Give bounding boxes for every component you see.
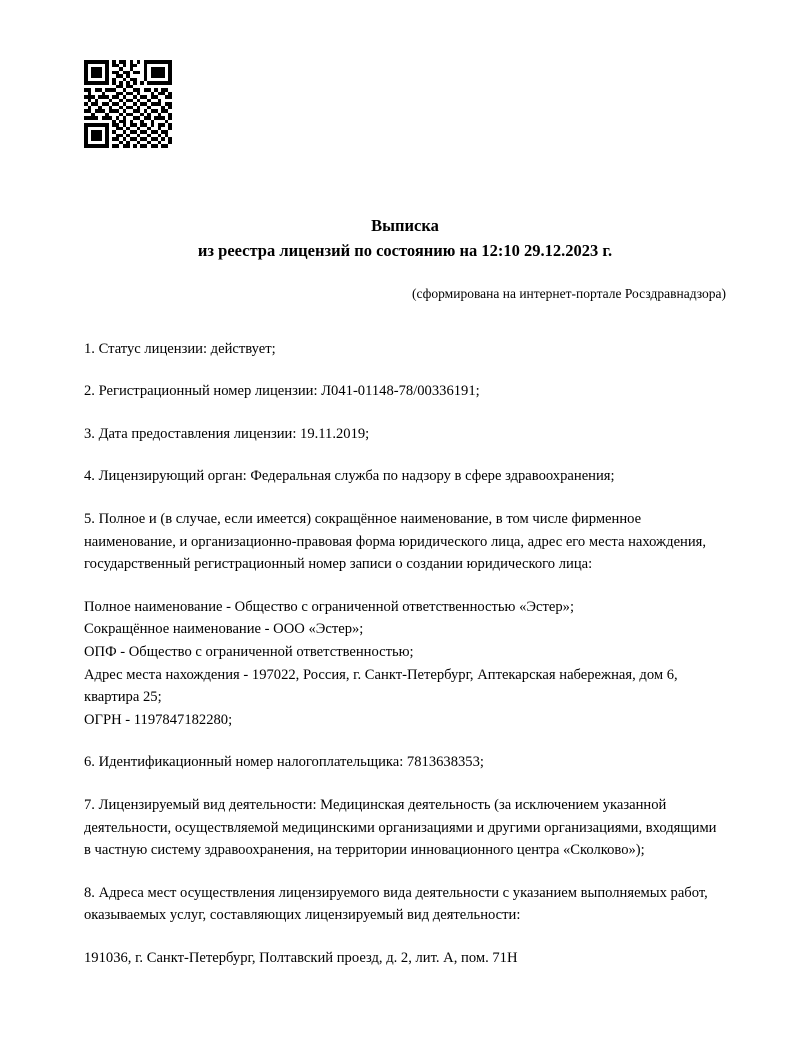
item-1-status: 1. Статус лицензии: действует; bbox=[84, 340, 276, 357]
entity-legal-form: ОПФ - Общество с ограниченной ответственностью; bbox=[84, 643, 414, 660]
item-3-date: 3. Дата предоставления лицензии: 19.11.2019; bbox=[84, 425, 370, 442]
document-body bbox=[84, 338, 726, 970]
address-entry: 191036, г. Санкт-Петербург, Полтавский проезд, д. 2, лит. А, пом. 71Н bbox=[84, 950, 518, 967]
document-subtitle: (сформирована на интернет-портале Росздравнадзора) bbox=[411, 285, 726, 301]
title-line-1: Выписка bbox=[371, 216, 439, 235]
entity-ogrn: ОГРН - 1197847182280; bbox=[84, 711, 233, 728]
title-line-2: из реестра лицензий по состоянию на 12:10 29.12.2023 г. bbox=[197, 240, 613, 260]
entity-full-name: Полное наименование - Общество с ограниченной ответственностью «Эстер»; bbox=[84, 598, 575, 615]
qr-code bbox=[84, 60, 172, 148]
item-7-activity-type: 7. Лицензируемый вид деятельности: Медицинская деятельность (за исключением указанной деятельности, осуществляемой медицинскими организациями и другими организациями, входящими в частную систему здравоохранения, на территории инновационного центра «Сколково»); bbox=[84, 797, 717, 859]
item-6-inn: 6. Идентификационный номер налогоплательщика: 7813638353; bbox=[84, 754, 484, 771]
item-2-reg-number: 2. Регистрационный номер лицензии: Л041-01148-78/00336191; bbox=[84, 383, 480, 400]
item-8-addresses: 8. Адреса мест осуществления лицензируемого вида деятельности с указанием выполняемых работ, оказываемых услуг, составляющих лицензируемый вид деятельности: bbox=[84, 884, 708, 924]
item-4-licensing-authority: 4. Лицензирующий орган: Федеральная служба по надзору в сфере здравоохранения; bbox=[84, 468, 615, 485]
document-title bbox=[84, 214, 726, 264]
entity-address: Адрес места нахождения - 197022, Россия, г. Санкт-Петербург, Аптекарская набережная, дом 6, квартира 25; bbox=[84, 666, 678, 706]
entity-details-block bbox=[84, 596, 726, 732]
entity-short-name: Сокращённое наименование - ООО «Эстер»; bbox=[84, 621, 364, 638]
item-5-entity-name: 5. Полное и (в случае, если имеется) сокращённое наименование, в том числе фирменное наименование, и организационно-правовая форма юридического лица, адрес его места нахождения, государственный регистрационный номер записи о создании юридического лица: bbox=[84, 510, 707, 573]
